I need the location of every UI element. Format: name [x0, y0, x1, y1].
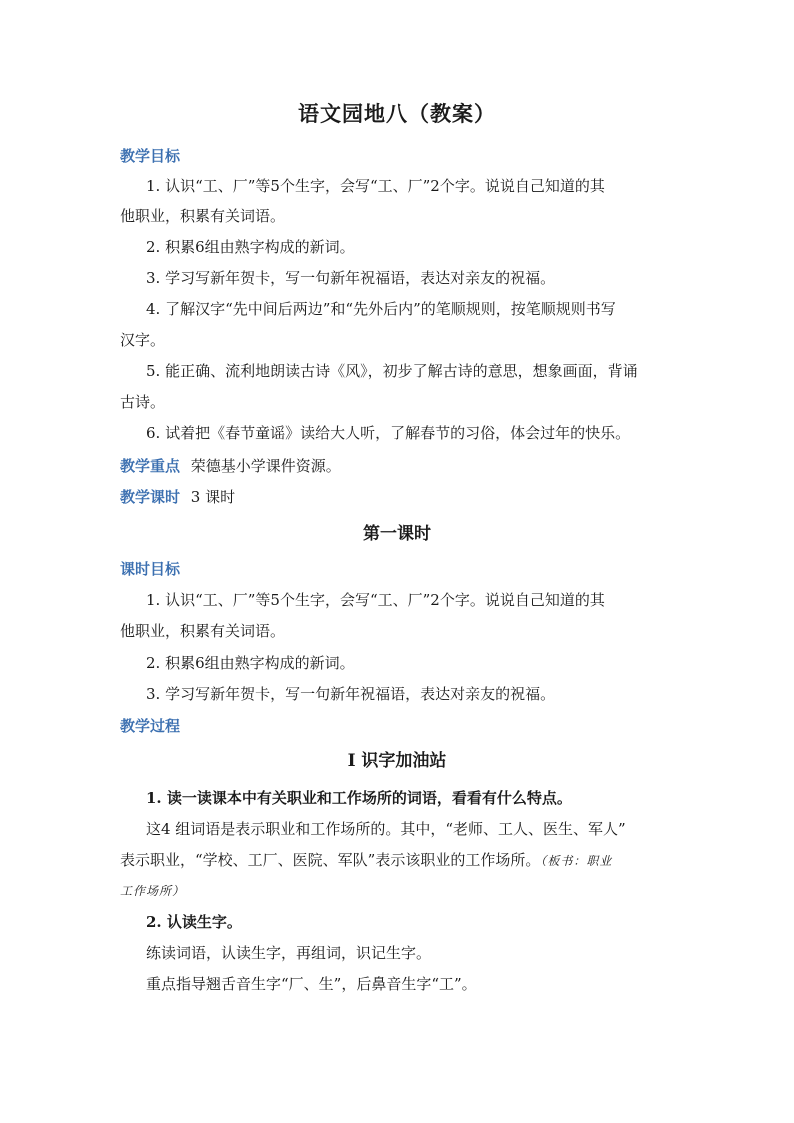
goal-line: 古诗。: [120, 393, 166, 411]
key-point-text: 荣德基小学课件资源。: [190, 457, 341, 475]
key-point-label: 教学重点: [120, 457, 181, 475]
lesson-goal-line: 他职业，积累有关词语。: [120, 622, 286, 640]
lesson-goal-line: 3. 学习写新年贺卡，写一句新年祝福语，表达对亲友的祝福。: [146, 685, 556, 703]
step1-body: [120, 850, 612, 871]
hours-label: 教学课时: [120, 488, 181, 506]
goal-line: 5. 能正确、流利地朗读古诗《风》，初步了解古诗的意思，想象画面，背诵: [146, 362, 638, 380]
goal-line: 汉字。: [120, 331, 166, 349]
section-title: Ⅰ 识字加油站: [347, 751, 447, 771]
step1-title: 1. 读一读课本中有关职业和工作场所的词语，看看有什么特点。: [146, 789, 572, 807]
key-point-row: [120, 456, 341, 476]
process-heading: 教学过程: [120, 717, 181, 735]
hours-text: 3 课时: [190, 488, 236, 506]
step2-body: 练读词语，认读生字，再组词，识记生字。: [146, 944, 432, 962]
step2-body: 重点指导翘舌音生字“厂、生”，后鼻音生字“工”。: [146, 975, 477, 993]
goal-line: 他职业，积累有关词语。: [120, 207, 286, 225]
goals-heading: 教学目标: [120, 147, 181, 165]
lesson-heading: 第一课时: [363, 524, 431, 544]
lesson-goals-heading: 课时目标: [120, 560, 181, 578]
goal-line: 1. 认识“工、厂”等5个生字，会写“工、厂”2个字。说说自己知道的其: [146, 177, 605, 195]
hours-row: [120, 487, 235, 507]
board-note-cont: 工作场所）: [120, 884, 186, 898]
goal-line: 2. 积累6组由熟字构成的新词。: [146, 238, 355, 256]
goal-line: 3. 学习写新年贺卡，写一句新年祝福语，表达对亲友的祝福。: [146, 269, 556, 287]
lesson-goal-line: 1. 认识“工、厂”等5个生字，会写“工、厂”2个字。说说自己知道的其: [146, 591, 605, 609]
goal-line: 4. 了解汉字“先中间后两边”和“先外后内”的笔顺规则，按笔顺规则书写: [146, 300, 616, 318]
goal-line: 6. 试着把《春节童谣》读给大人听，了解春节的习俗，体会过年的快乐。: [146, 424, 631, 442]
step1-body: 这4 组词语是表示职业和工作场所的。其中，“老师、工人、医生、军人”: [146, 820, 626, 838]
document-title: 语文园地八（教案）: [298, 101, 496, 126]
board-note: （板书：职业: [540, 854, 613, 868]
step1-body-text: 表示职业，“学校、工厂、医院、军队”表示该职业的工作场所。: [120, 851, 541, 869]
lesson-goal-line: 2. 积累6组由熟字构成的新词。: [146, 654, 355, 672]
step2-title: 2. 认读生字。: [146, 913, 242, 931]
